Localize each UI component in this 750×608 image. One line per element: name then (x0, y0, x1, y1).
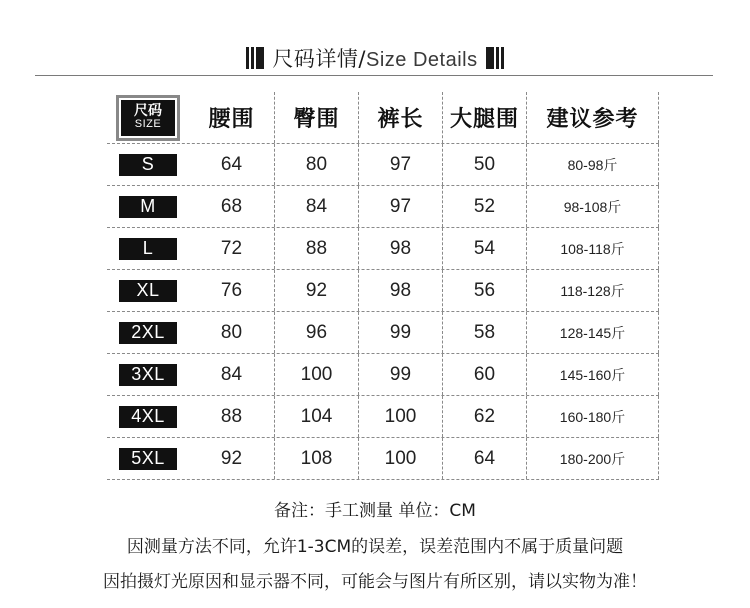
size-header-en: SIZE (134, 118, 162, 131)
size-cell (107, 270, 189, 311)
column-header-thigh (443, 92, 527, 143)
thigh-cell-value: 62 (473, 405, 496, 427)
page-title-en: Size Details (365, 49, 478, 71)
recommend-cell-value: 98-108斤 (563, 198, 622, 215)
column-header-length (359, 92, 443, 143)
waist-cell-value: 76 (220, 279, 243, 301)
recommend-cell (527, 396, 659, 437)
column-header-label: 裤长 (377, 107, 424, 132)
table-row (107, 396, 659, 438)
size-cell (107, 312, 189, 353)
table-row (107, 144, 659, 186)
size-cell-value: 4XL (119, 406, 177, 428)
length-cell-value: 100 (384, 447, 417, 469)
size-cell (107, 438, 189, 479)
thigh-cell-value: 60 (473, 363, 496, 385)
hip-cell (275, 312, 359, 353)
size-header-cell (107, 92, 189, 143)
waist-cell (189, 396, 275, 437)
note-color-difference: 因拍摄灯光原因和显示器不同，可能会与图片有所区别，请以实物为准！ (103, 572, 647, 592)
thigh-cell-value: 52 (473, 195, 496, 217)
size-cell-value: 2XL (119, 322, 177, 344)
length-cell-value: 99 (389, 321, 412, 343)
waist-cell-value: 80 (220, 321, 243, 343)
length-cell (359, 270, 443, 311)
length-cell-value: 98 (389, 279, 412, 301)
table-row (107, 354, 659, 396)
hip-cell (275, 270, 359, 311)
recommend-cell-value: 128-145斤 (559, 324, 626, 341)
thigh-cell (443, 270, 527, 311)
thigh-cell (443, 186, 527, 227)
length-cell (359, 228, 443, 269)
hip-cell (275, 354, 359, 395)
column-header-label: 大腿围 (449, 107, 519, 132)
length-cell (359, 312, 443, 353)
thigh-cell (443, 396, 527, 437)
thigh-cell-value: 56 (473, 279, 496, 301)
recommend-cell-value: 145-160斤 (559, 366, 626, 383)
hip-cell-value: 84 (305, 195, 328, 217)
size-cell-value: L (119, 238, 177, 260)
size-cell (107, 228, 189, 269)
thigh-cell (443, 312, 527, 353)
recommend-cell-value: 118-128斤 (560, 282, 625, 299)
page-header (0, 40, 750, 76)
thigh-cell-value: 50 (473, 153, 496, 175)
size-table (107, 92, 659, 480)
recommend-cell (527, 270, 659, 311)
thigh-cell (443, 354, 527, 395)
recommend-cell (527, 144, 659, 185)
waist-cell (189, 312, 275, 353)
length-cell (359, 438, 443, 479)
decorative-bars-left-icon (246, 47, 264, 69)
length-cell-value: 97 (389, 153, 412, 175)
page-title-zh: 尺码详情/ (272, 47, 366, 71)
size-cell-value: 5XL (119, 448, 177, 470)
column-header-label: 臀围 (293, 107, 340, 132)
length-cell (359, 396, 443, 437)
thigh-cell (443, 228, 527, 269)
hip-cell-value: 108 (300, 447, 333, 469)
waist-cell-value: 68 (220, 195, 243, 217)
size-cell-value: S (119, 154, 177, 176)
waist-cell (189, 354, 275, 395)
column-header-label: 建议参考 (546, 107, 639, 132)
waist-cell (189, 186, 275, 227)
hip-cell (275, 228, 359, 269)
recommend-cell (527, 354, 659, 395)
size-cell (107, 144, 189, 185)
recommend-cell-value: 108-118斤 (560, 240, 625, 257)
thigh-cell (443, 144, 527, 185)
waist-cell-value: 72 (220, 237, 243, 259)
hip-cell (275, 144, 359, 185)
column-header-label: 腰围 (208, 107, 255, 132)
thigh-cell-value: 58 (473, 321, 496, 343)
hip-cell-value: 100 (300, 363, 333, 385)
recommend-cell (527, 228, 659, 269)
thigh-cell-value: 54 (473, 237, 496, 259)
thigh-cell (443, 438, 527, 479)
waist-cell (189, 144, 275, 185)
table-row (107, 228, 659, 270)
size-header-badge (119, 98, 177, 138)
column-header-recommend (527, 92, 659, 143)
hip-cell-value: 88 (305, 237, 328, 259)
length-cell-value: 100 (384, 405, 417, 427)
size-cell-value: M (119, 196, 177, 218)
header-divider (35, 75, 713, 76)
decorative-bars-right-icon (486, 47, 504, 69)
size-cell (107, 354, 189, 395)
recommend-cell (527, 186, 659, 227)
waist-cell-value: 64 (220, 153, 243, 175)
page-title (272, 43, 477, 73)
waist-cell-value: 92 (220, 447, 243, 469)
hip-cell-value: 96 (305, 321, 328, 343)
hip-cell-value: 104 (300, 405, 333, 427)
size-cell (107, 396, 189, 437)
table-row (107, 270, 659, 312)
recommend-cell (527, 438, 659, 479)
table-row (107, 312, 659, 354)
recommend-cell-value: 160-180斤 (559, 408, 626, 425)
hip-cell-value: 80 (305, 153, 328, 175)
waist-cell (189, 228, 275, 269)
hip-cell (275, 438, 359, 479)
recommend-cell-value: 80-98斤 (567, 156, 618, 173)
length-cell (359, 186, 443, 227)
table-row (107, 186, 659, 228)
table-row (107, 438, 659, 480)
size-cell-value: 3XL (119, 364, 177, 386)
waist-cell-value: 88 (220, 405, 243, 427)
size-header-zh: 尺码 (134, 103, 162, 120)
column-header-hip (275, 92, 359, 143)
table-header-row (107, 92, 659, 144)
length-cell (359, 144, 443, 185)
length-cell (359, 354, 443, 395)
note-tolerance: 因测量方法不同，允许1-3CM的误差，误差范围内不属于质量问题 (126, 537, 624, 557)
recommend-cell (527, 312, 659, 353)
hip-cell-value: 92 (305, 279, 328, 301)
size-cell (107, 186, 189, 227)
hip-cell (275, 186, 359, 227)
length-cell-value: 99 (389, 363, 412, 385)
length-cell-value: 97 (389, 195, 412, 217)
hip-cell (275, 396, 359, 437)
size-cell-value: XL (119, 280, 177, 302)
thigh-cell-value: 64 (473, 447, 496, 469)
length-cell-value: 98 (389, 237, 412, 259)
recommend-cell-value: 180-200斤 (559, 450, 626, 467)
waist-cell-value: 84 (220, 363, 243, 385)
note-measurement: 备注：手工测量 单位：CM (274, 501, 476, 521)
waist-cell (189, 270, 275, 311)
waist-cell (189, 438, 275, 479)
column-header-waist (189, 92, 275, 143)
